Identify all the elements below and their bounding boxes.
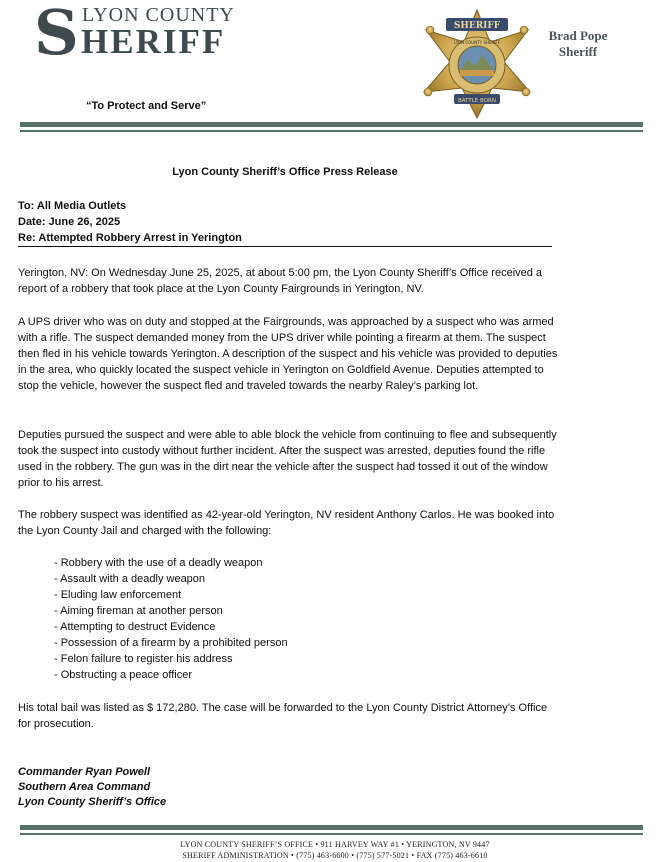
- signature-command: Southern Area Command: [18, 781, 151, 793]
- list-item: - Attempting to destruct Evidence: [54, 621, 216, 633]
- logo-initial: S: [34, 0, 79, 69]
- list-item: - Felon failure to register his address: [54, 653, 233, 665]
- charges-list: [54, 555, 288, 683]
- paragraph-4: The robbery suspect was identified as 42-year-old Yerington, NV resident Anthony Carlos. He was booked into the Lyon County Jail and charged with the following:: [18, 509, 555, 537]
- list-item: - Obstructing a peace officer: [54, 669, 192, 681]
- sheriff-name-block: [546, 28, 610, 60]
- sheriff-name: Brad Pope: [548, 28, 608, 43]
- footer-rule-thin: [20, 833, 643, 835]
- memo-date: Date: June 26, 2025: [18, 216, 121, 228]
- paragraph-2: A UPS driver who was on duty and stopped at the Fairgrounds, was approached by a suspect who was armed with a rifle. The suspect demanded money from the UPS driver while pointing a firearm at them. The suspect then fled in his vehicle towards Yerington. A description of the suspect and his vehicle was provided to deputies in the area, who quickly located the suspect vehicle in Yerington on Goldfield Avenue. Deputies attempted to stop the vehicle, however the suspect fled and traveled towards the nearby Raley’s parking lot.: [18, 316, 558, 392]
- list-item: - Robbery with the use of a deadly weapon: [54, 557, 263, 569]
- memo-block: [18, 198, 242, 246]
- badge-ring-text: LYON COUNTY SHERIFF: [454, 40, 500, 45]
- header-rule-thick: [20, 122, 643, 127]
- list-item: - Aiming fireman at another person: [54, 605, 223, 617]
- badge-bottom-text: BATTLE BORN: [458, 98, 496, 104]
- footer-address: LYON COUNTY SHERIFF’S OFFICE • 911 HARVEY WAY #1 • YERINGTON, NV 9447: [180, 840, 490, 849]
- memo-re: Re: Attempted Robbery Arrest in Yerington: [18, 232, 242, 244]
- footer-contact: SHERIFF ADMINISTRATION • (775) 463-6600 • (775) 577-5021 • FAX (775) 463-6610: [182, 851, 488, 860]
- paragraph-5: His total bail was listed as $ 172,280. The case will be forwarded to the Lyon County District Attorney’s Office for prosecution.: [18, 702, 548, 730]
- memo-to: To: All Media Outlets: [18, 200, 127, 212]
- badge-top-text: SHERIFF: [453, 21, 501, 31]
- logo-sheriff-text: HERIFF: [81, 22, 226, 61]
- list-item: - Possession of a firearm by a prohibited person: [54, 637, 288, 649]
- footer-rule-thick: [20, 825, 643, 830]
- list-item: - Eluding law enforcement: [54, 589, 182, 601]
- header-rule-thin: [20, 130, 643, 132]
- motto: “To Protect and Serve”: [86, 100, 207, 112]
- list-item: - Assault with a deadly weapon: [54, 573, 206, 585]
- sheriff-star-badge-icon: [418, 8, 536, 120]
- paragraph-3: Deputies pursued the suspect and were able to able block the vehicle from continuing to flee and subsequently took the suspect into custody without further incident. After the suspect was arrested, deputies found the rifle used in the robbery. The gun was in the dirt near the vehicle after the suspect had tossed it out of the window prior to his arrest.: [18, 429, 557, 489]
- paragraph-1: Yerington, NV: On Wednesday June 25, 2025, at about 5:00 pm, the Lyon County Sheriff’s Office received a report of a robbery that took place at the Lyon County Fairgrounds in Yerington, NV.: [18, 267, 543, 295]
- memo-divider: [18, 246, 552, 247]
- page-title: Lyon County Sheriff’s Office Press Release: [172, 166, 398, 178]
- sheriff-logo: [34, 0, 249, 69]
- signature-office: Lyon County Sheriff’s Office: [18, 796, 167, 808]
- sheriff-title: Sheriff: [558, 44, 598, 59]
- signature-name: Commander Ryan Powell: [18, 766, 151, 778]
- logo-county-text: LYON COUNTY: [82, 4, 235, 26]
- signature-block: [18, 765, 166, 810]
